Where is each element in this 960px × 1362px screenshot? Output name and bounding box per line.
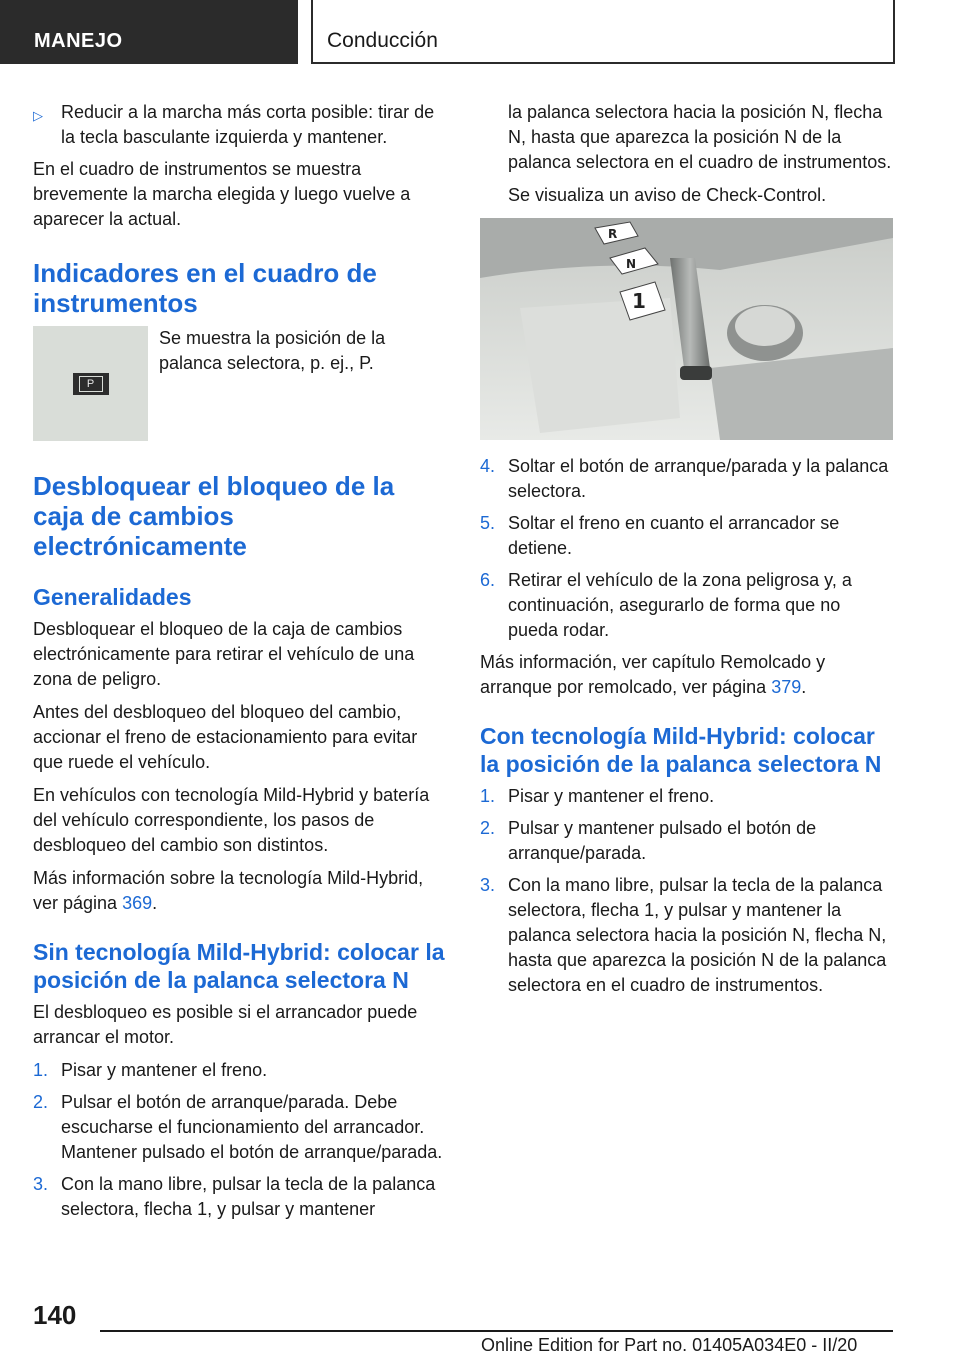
step-number: 1.: [480, 786, 496, 806]
step-text: Soltar el freno en cuanto el arrancador se detiene.: [508, 513, 840, 558]
edition-note: Online Edition for Part no. 01405A034E0 - II/20: [481, 1335, 858, 1355]
page-number: 140: [33, 1300, 77, 1330]
step-item: [480, 454, 893, 504]
step-text: Soltar el botón de arranque/parada y la palanca selectora.: [508, 456, 889, 501]
paragraph: En vehículos con tecnología Mild-Hybrid y batería del vehículo correspondiente, los pasos de desbloqueo del cambio son distintos.: [33, 785, 430, 855]
gear-selector-illustration: [480, 218, 893, 440]
step-item: [480, 511, 893, 561]
paragraph: Desbloquear el bloqueo de la caja de cambios electrónicamente para retirar el vehículo de una zona de peligro.: [33, 619, 415, 689]
paragraph: Antes del desbloqueo del bloqueo del cambio, accionar el freno de estacionamiento para evitar que ruede el vehículo.: [33, 702, 418, 772]
step-number: 3.: [33, 1174, 49, 1194]
gear-indicator-image: [33, 326, 148, 441]
steps-list: [480, 454, 893, 643]
figure-label-1: 1: [632, 289, 646, 313]
figure-label-n: N: [626, 257, 637, 271]
step-number: 3.: [480, 875, 496, 895]
bullet-text: Reducir a la marcha más corta posible: tirar de la tecla basculante izquierda y mantener.: [61, 102, 435, 147]
park-letter: P: [79, 376, 103, 392]
step-text: Retirar el vehículo de la zona peligrosa y, a continuación, asegurarlo de forma que no pueda rodar.: [508, 570, 852, 640]
paragraph: la palanca selectora hacia la posición N, flecha N, hasta que aparezca la posición N de la palanca selectora en el cuadro de instrumentos.: [508, 102, 892, 172]
step-number: 4.: [480, 456, 496, 476]
footer-divider: [100, 1330, 893, 1332]
chapter-title: Conducción: [311, 0, 895, 64]
step-number: 6.: [480, 570, 496, 590]
paragraph: En el cuadro de instrumentos se muestra brevemente la marcha elegida y luego vuelve a aparecer la actual.: [33, 159, 411, 229]
paragraph: Se visualiza un aviso de Check-Control.: [508, 185, 827, 205]
step-item: [480, 816, 893, 866]
paragraph-with-link: Más información, ver capítulo Remolcado y arranque por remolcado, ver página 379.: [480, 652, 826, 697]
step-item: [480, 568, 893, 643]
step-text: Con la mano libre, pulsar la tecla de la palanca selectora, flecha 1, y pulsar y mantener: [61, 1174, 436, 1219]
step-number: 2.: [33, 1092, 49, 1112]
bullet-item: [33, 100, 448, 150]
left-column: [33, 100, 448, 1229]
step-text: Pulsar el botón de arranque/parada. Debe escucharse el funcionamiento del arrancador. Mantener pulsado el botón de arranque/parada.: [61, 1092, 443, 1162]
step-item: [33, 1172, 448, 1222]
section-tab: MANEJO: [0, 0, 298, 64]
paragraph: El desbloqueo es posible si el arrancador puede arrancar el motor.: [33, 1002, 418, 1047]
step-text: Pisar y mantener el freno.: [61, 1060, 268, 1080]
step-number: 5.: [480, 513, 496, 533]
indicator-block: [33, 326, 448, 441]
heading-indicadores: Indicadores en el cuadro de instrumentos: [33, 258, 377, 318]
page-link-379[interactable]: 379: [771, 677, 802, 697]
park-indicator-icon: [73, 373, 109, 395]
heading-generalidades: Generalidades: [33, 584, 192, 610]
step-number: 2.: [480, 818, 496, 838]
heading-con-mild-hybrid: Con tecnología Mild-Hybrid: colocar la posición de la palanca selectora N: [480, 723, 882, 777]
step-item: [480, 784, 893, 809]
heading-desbloquear: Desbloquear el bloqueo de la caja de cambios electrónicamente: [33, 471, 395, 561]
step-item: [33, 1090, 448, 1165]
step-item: [480, 873, 893, 998]
steps-list: [480, 784, 893, 998]
step-number: 1.: [33, 1060, 49, 1080]
step-item: [33, 1058, 448, 1083]
heading-sin-mild-hybrid: Sin tecnología Mild-Hybrid: colocar la posición de la palanca selectora N: [33, 939, 445, 993]
right-column: [480, 100, 893, 1005]
steps-list: [33, 1058, 448, 1222]
indicator-text: Se muestra la posición de la palanca selectora, p. ej., P.: [159, 328, 386, 373]
triangle-bullet-icon: ▷: [33, 108, 43, 123]
step-text: Pulsar y mantener pulsado el botón de arranque/parada.: [508, 818, 817, 863]
step-text: Con la mano libre, pulsar la tecla de la palanca selectora, flecha 1, y pulsar y mantener la palanca selectora hacia la posición N, flecha N, hasta que aparezca la posición N de la palanca selectora en el cuadro de instrumentos.: [508, 875, 887, 995]
paragraph-with-link: Más información sobre la tecnología Mild-Hybrid, ver página 369.: [33, 868, 424, 913]
page-link-369[interactable]: 369: [122, 893, 153, 913]
figure-label-r: R: [608, 227, 618, 241]
step-text: Pisar y mantener el freno.: [508, 786, 715, 806]
